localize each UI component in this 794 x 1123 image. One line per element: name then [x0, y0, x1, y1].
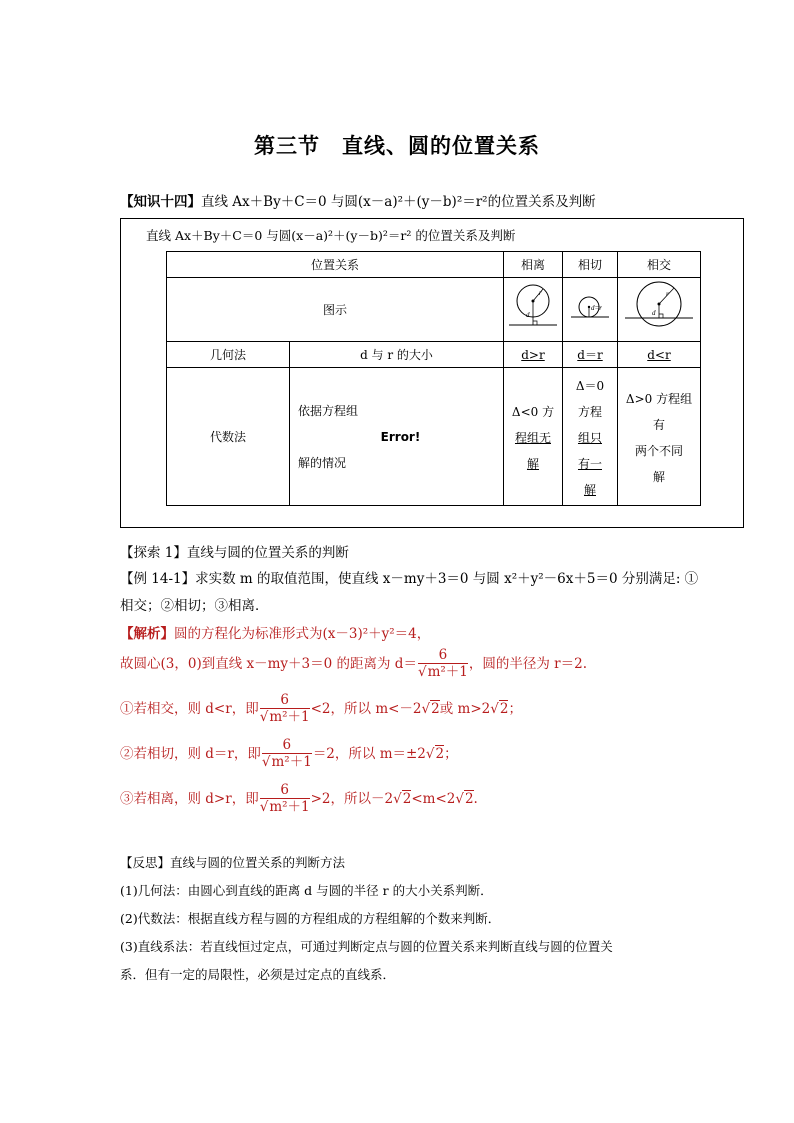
circle-intersect-diagram [619, 278, 699, 338]
svg-text:d: d [526, 311, 530, 319]
alg-int-l4: 解 [652, 469, 665, 484]
diagram-intersect [618, 278, 701, 342]
case3-mid: <m<2 [411, 791, 456, 807]
case1-post: <2，所以 m<－2 [310, 701, 422, 717]
alg-sep-l3: 解 [526, 456, 539, 471]
alg-tan-l3: 组只 [577, 430, 602, 445]
case1-frac-den: √m²＋1 [259, 709, 310, 725]
case2-post: ＝2，所以 m＝±2 [312, 746, 426, 762]
alg-cell-tangent [563, 368, 618, 506]
alg-method-label: 代数法 [167, 368, 290, 506]
case1-frac-rad: m²＋1 [269, 709, 310, 725]
case2-end: ； [444, 746, 458, 762]
col-header-position: 位置关系 [167, 252, 504, 278]
alg-int-l1: Δ>0 方程组 [625, 391, 693, 406]
geo-method-label: 几何法 [167, 342, 290, 368]
case3-end: . [473, 791, 478, 807]
frac-den-rad: m²＋1 [427, 664, 468, 680]
svg-text:r: r [666, 290, 669, 298]
alg-line1: 依据方程组 [298, 403, 359, 418]
diagram-tangent [563, 278, 618, 342]
diagram-row-label: 图示 [167, 278, 504, 342]
case1-fraction [260, 693, 310, 726]
geo-value-separate-text: d>r [521, 347, 545, 362]
reflection-item-4: 系．但有一定的局限性，必须是过定点的直线系． [120, 967, 396, 982]
case1-end: ； [508, 701, 522, 717]
alg-line2: 解的情况 [298, 455, 347, 470]
frac-den: √m²＋1 [417, 664, 468, 680]
solution-case1: ①若相交，则 d<r，即 $\frac{6}{\text{√m²＋1}}$ <2，所以 m<－2√2或 m>2√2； [120, 692, 522, 725]
solution-line2-post: ，圆的半径为 r＝2. [468, 656, 587, 672]
case3-frac-num: 6 [260, 783, 310, 799]
case2-frac-rad: m²＋1 [271, 754, 312, 770]
case3-frac-rad: m²＋1 [269, 799, 310, 815]
case3-frac-den: √m²＋1 [259, 799, 310, 815]
alg-sep-l2: 程组无 [514, 430, 551, 445]
solution-case3: ③若相离，则 d>r，即 $\frac{6}{\text{√m²＋1}}$ >2，所以－2√2<m<2√2. [120, 782, 478, 815]
alg-tan-l5: 解 [583, 482, 596, 497]
geo-value-tangent [563, 342, 618, 368]
svg-text:d=r: d=r [591, 304, 602, 312]
case2-pre: ②若相切，则 d＝r，即 [120, 746, 261, 762]
case2-frac-den: √m²＋1 [261, 754, 312, 770]
geo-method-desc: d 与 r 的大小 [290, 342, 504, 368]
alg-int-l2: 有 [652, 417, 665, 432]
case3-sqrt2: 2 [464, 791, 474, 807]
alg-tan-l4: 有一 [577, 456, 602, 471]
geo-value-intersect [618, 342, 701, 368]
solution-text1: 圆的方程化为标准形式为(x－3)²＋y²＝4， [174, 626, 431, 642]
case2-sqrt: 2 [435, 746, 445, 762]
example-line2: 相交；②相切；③相离． [120, 598, 269, 614]
svg-text:r: r [539, 289, 542, 297]
case3-sqrt1: 2 [402, 791, 412, 807]
solution-label: 【解析】 [120, 626, 174, 642]
knowledge-text: 直线 Ax＋By＋C＝0 与圆(x－a)²＋(y－b)²＝r²的位置关系及判断 [201, 194, 596, 210]
geo-value-separate [504, 342, 563, 368]
diagram-separate [504, 278, 563, 342]
case2-frac-num: 6 [262, 738, 312, 754]
case1-sqrt1: 2 [431, 701, 440, 717]
case1-pre: ①若相交，则 d<r，即 [120, 701, 259, 717]
circle-tangent-diagram [565, 281, 615, 335]
alg-sep-l1: Δ<0 方 [511, 404, 555, 419]
page-title: 第三节 直线、圆的位置关系 [254, 133, 540, 158]
reflection-title: 【反思】直线与圆的位置关系的判断方法 [120, 855, 346, 870]
solution-case2: ②若相切，则 d＝r，即 $\frac{6}{\text{√m²＋1}}$ ＝2，所以 m＝±2√2； [120, 737, 458, 770]
alg-method-desc [290, 368, 504, 506]
reflection-item-3: (3)直线系法：若直线恒过定点，可通过判断定点与圆的位置关系来判断直线与圆的位置关 [120, 939, 613, 954]
case3-fraction [260, 783, 310, 816]
distance-fraction [418, 648, 468, 681]
alg-cell-separate [504, 368, 563, 506]
knowledge-heading [120, 190, 596, 210]
reflection-item-1: (1)几何法：由圆心到直线的距离 d 与圆的半径 r 的大小关系判断． [120, 883, 493, 898]
case1-sqrt2: 2 [499, 701, 509, 717]
alg-int-l3: 两个不同 [634, 443, 683, 458]
solution-line2 [120, 648, 587, 681]
alg-tan-l1: Δ＝0 [575, 378, 605, 393]
geo-value-intersect-text: d<r [647, 347, 671, 362]
relation-table [166, 251, 701, 506]
svg-text:d: d [652, 309, 656, 317]
case1-mid: 或 m>2 [439, 701, 491, 717]
alg-cell-intersect [618, 368, 701, 506]
col-header-intersect: 相交 [618, 252, 701, 278]
solution-line1 [120, 622, 430, 642]
explore-heading: 【探索 1】直线与圆的位置关系的判断 [120, 545, 349, 561]
example-line1: 【例 14-1】求实数 m 的取值范围，使直线 x－my＋3＝0 与圆 x²＋y²－6x＋5＝0 分别满足: ① [120, 571, 699, 587]
circle-separate-diagram [505, 281, 561, 335]
alg-error: Error! [380, 429, 421, 444]
alg-tan-l2: 方程 [577, 404, 602, 419]
col-header-separate: 相离 [504, 252, 563, 278]
solution-line2-pre: 故圆心(3，0)到直线 x－my＋3＝0 的距离为 d＝ [120, 656, 417, 672]
box-title: 直线 Ax＋By＋C＝0 与圆(x－a)²＋(y－b)²＝r² 的位置关系及判断 [146, 228, 516, 243]
case1-frac-num: 6 [260, 693, 310, 709]
case3-post: >2，所以－2 [310, 791, 394, 807]
reflection-item-2: (2)代数法：根据直线方程与圆的方程组成的方程组解的个数来判断． [120, 911, 501, 926]
case3-pre: ③若相离，则 d>r，即 [120, 791, 259, 807]
knowledge-label: 【知识十四】 [120, 194, 201, 210]
geo-value-tangent-text: d＝r [577, 348, 603, 362]
frac-num: 6 [418, 648, 468, 664]
case2-fraction [262, 738, 312, 771]
col-header-tangent: 相切 [563, 252, 618, 278]
